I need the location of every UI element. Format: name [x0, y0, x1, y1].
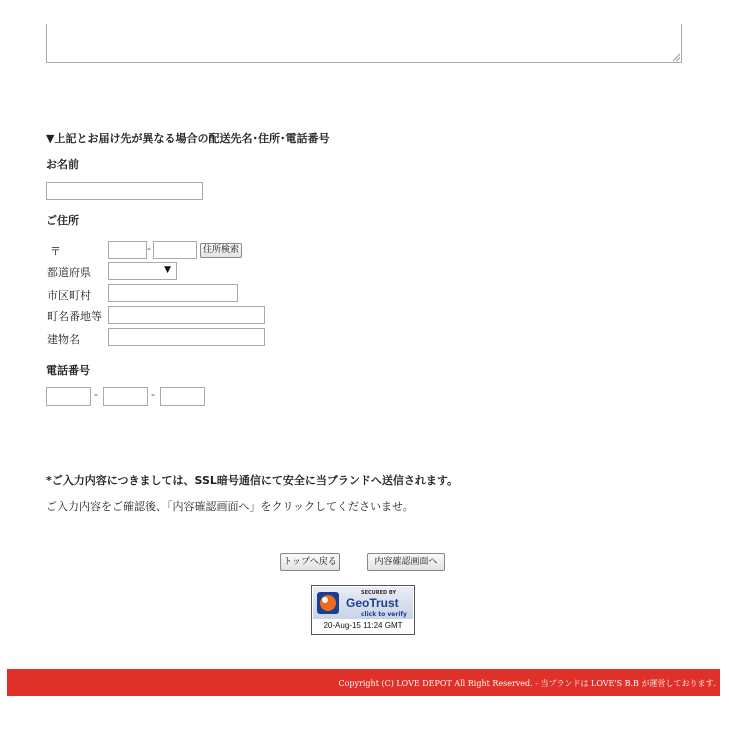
ssl-notice: *ご入力内容につきましては、SSL暗号通信にて安全に当ブランドへ送信されます。 [46, 474, 459, 487]
footer-copyright: Copyright (C) LOVE DEPOT All Right Reserved. - 当ブランドは LOVE'S B.B が運営しております. [338, 679, 716, 688]
prefecture-select[interactable] [108, 262, 177, 280]
geotrust-seal-header [313, 587, 413, 619]
confirm-button[interactable]: 内容確認画面へ [367, 553, 445, 571]
postal-code-2-input[interactable] [153, 241, 197, 259]
confirm-instruction: ご入力内容をご確認後、「内容確認画面へ」をクリックしてくださいませ。 [46, 500, 414, 513]
building-input[interactable] [108, 328, 265, 346]
address-heading: ご住所 [46, 214, 79, 227]
remarks-textarea[interactable] [46, 24, 682, 63]
name-input[interactable] [46, 182, 203, 200]
postal-code-1-input[interactable] [108, 241, 147, 259]
name-heading: お名前 [46, 158, 79, 171]
phone-dash-2: - [151, 388, 155, 401]
city-input[interactable] [108, 284, 238, 302]
phone-heading: 電話番号 [46, 364, 90, 377]
geotrust-click-to-verify: click to verify [361, 611, 407, 618]
phone-dash-1: - [94, 388, 98, 401]
phone-2-input[interactable] [103, 387, 148, 406]
chevron-down-icon: ▼ [164, 265, 171, 275]
back-to-top-button[interactable]: トップへ戻る [280, 553, 340, 571]
geotrust-logo-icon [317, 592, 339, 614]
phone-1-input[interactable] [46, 387, 91, 406]
postal-search-button[interactable]: 住所検索 [200, 243, 242, 258]
geotrust-secured-by: SECURED BY [361, 590, 397, 596]
building-label: 建物名 [47, 333, 80, 346]
phone-3-input[interactable] [160, 387, 205, 406]
geotrust-seal[interactable] [311, 585, 415, 635]
prefecture-label: 都道府県 [47, 266, 91, 279]
street-label: 町名番地等 [47, 310, 102, 323]
street-input[interactable] [108, 306, 265, 324]
postal-label: 〒 [50, 245, 61, 258]
geotrust-date: 20-Aug-15 11:24 GMT [323, 621, 403, 630]
resize-handle-icon[interactable] [673, 54, 680, 61]
alt-delivery-heading: ▼上記とお届け先が異なる場合の配送先名･住所･電話番号 [46, 132, 330, 145]
postal-dash: - [147, 242, 151, 255]
geotrust-brand: GeoTrust [346, 596, 399, 610]
city-label: 市区町村 [47, 289, 91, 302]
footer-bar [7, 669, 720, 696]
